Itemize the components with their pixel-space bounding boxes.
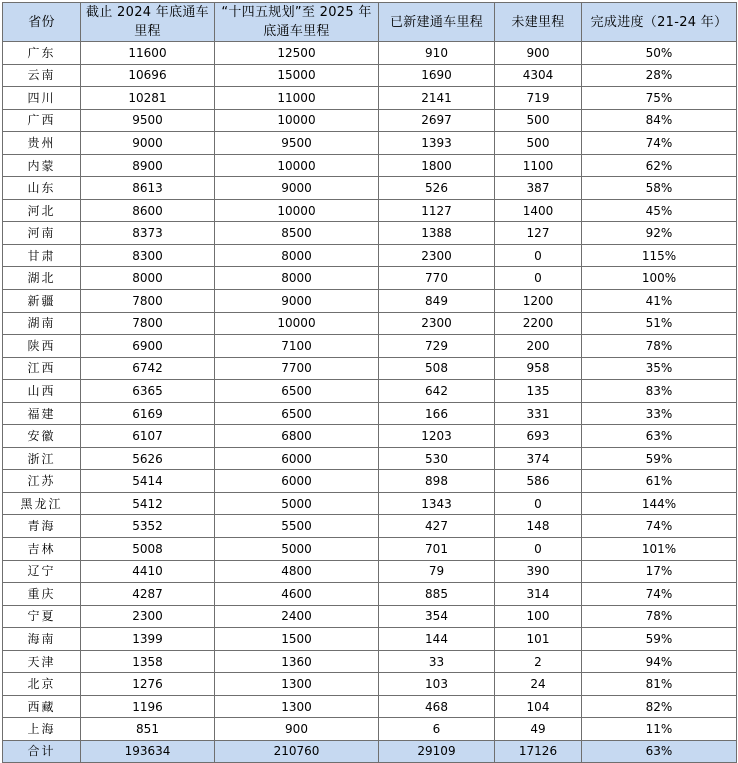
progress-cell: 100%: [582, 267, 737, 290]
mileage-2024-cell: 10281: [81, 87, 215, 110]
progress-cell: 84%: [582, 109, 737, 132]
mileage-2024-cell: 8000: [81, 267, 215, 290]
province-cell: 江苏: [3, 470, 81, 493]
unbuilt-cell: 0: [495, 244, 582, 267]
mileage-2024-cell: 6169: [81, 402, 215, 425]
new-built-cell: 6: [379, 718, 495, 741]
table-footer: [3, 740, 737, 762]
new-built-cell: 2141: [379, 87, 495, 110]
mileage-2024-cell: 1196: [81, 695, 215, 718]
table-row: [3, 492, 737, 515]
plan-2025-cell: 9000: [215, 177, 379, 200]
unbuilt-cell: 200: [495, 335, 582, 358]
progress-cell: 115%: [582, 244, 737, 267]
unbuilt-cell: 4304: [495, 64, 582, 87]
new-built-cell: 1800: [379, 154, 495, 177]
mileage-2024-cell: 8600: [81, 199, 215, 222]
plan-2025-cell: 7100: [215, 335, 379, 358]
new-built-cell: 2300: [379, 244, 495, 267]
province-cell: 辽宁: [3, 560, 81, 583]
total-mileage-2024: 193634: [81, 740, 215, 762]
mileage-2024-cell: 6107: [81, 425, 215, 448]
table-row: [3, 132, 737, 155]
unbuilt-cell: 500: [495, 132, 582, 155]
mileage-2024-cell: 5626: [81, 447, 215, 470]
new-built-cell: 1393: [379, 132, 495, 155]
plan-2025-cell: 6800: [215, 425, 379, 448]
header-row: [3, 3, 737, 42]
province-cell: 天津: [3, 650, 81, 673]
header-unbuilt: 未建里程: [495, 3, 582, 42]
table-row: [3, 42, 737, 65]
table-row: [3, 447, 737, 470]
progress-cell: 94%: [582, 650, 737, 673]
progress-cell: 33%: [582, 402, 737, 425]
progress-cell: 74%: [582, 515, 737, 538]
mileage-2024-cell: 8613: [81, 177, 215, 200]
plan-2025-cell: 6000: [215, 447, 379, 470]
progress-cell: 41%: [582, 290, 737, 313]
mileage-2024-cell: 10696: [81, 64, 215, 87]
table-row: [3, 650, 737, 673]
plan-2025-cell: 2400: [215, 605, 379, 628]
table-row: [3, 154, 737, 177]
progress-cell: 58%: [582, 177, 737, 200]
table-header: [3, 3, 737, 42]
header-mileage-2024: 截止 2024 年底通车里程: [81, 3, 215, 42]
new-built-cell: 729: [379, 335, 495, 358]
table-row: [3, 673, 737, 696]
progress-cell: 61%: [582, 470, 737, 493]
table-row: [3, 109, 737, 132]
progress-cell: 63%: [582, 425, 737, 448]
mileage-2024-cell: 8300: [81, 244, 215, 267]
table-row: [3, 605, 737, 628]
unbuilt-cell: 390: [495, 560, 582, 583]
mileage-2024-cell: 1276: [81, 673, 215, 696]
unbuilt-cell: 49: [495, 718, 582, 741]
unbuilt-cell: 693: [495, 425, 582, 448]
table-row: [3, 515, 737, 538]
header-province: 省份: [3, 3, 81, 42]
new-built-cell: 2697: [379, 109, 495, 132]
mileage-2024-cell: 7800: [81, 312, 215, 335]
plan-2025-cell: 11000: [215, 87, 379, 110]
plan-2025-cell: 10000: [215, 154, 379, 177]
new-built-cell: 33: [379, 650, 495, 673]
mileage-2024-cell: 9000: [81, 132, 215, 155]
progress-cell: 78%: [582, 335, 737, 358]
progress-cell: 83%: [582, 380, 737, 403]
province-cell: 吉林: [3, 538, 81, 561]
mileage-2024-cell: 1399: [81, 628, 215, 651]
new-built-cell: 885: [379, 583, 495, 606]
progress-cell: 17%: [582, 560, 737, 583]
new-built-cell: 508: [379, 357, 495, 380]
new-built-cell: 642: [379, 380, 495, 403]
plan-2025-cell: 1300: [215, 673, 379, 696]
new-built-cell: 1690: [379, 64, 495, 87]
progress-cell: 81%: [582, 673, 737, 696]
new-built-cell: 468: [379, 695, 495, 718]
plan-2025-cell: 4800: [215, 560, 379, 583]
unbuilt-cell: 2200: [495, 312, 582, 335]
table-row: [3, 425, 737, 448]
table-row: [3, 402, 737, 425]
plan-2025-cell: 8500: [215, 222, 379, 245]
plan-2025-cell: 1500: [215, 628, 379, 651]
table-row: [3, 199, 737, 222]
province-cell: 北京: [3, 673, 81, 696]
plan-2025-cell: 5000: [215, 538, 379, 561]
mileage-2024-cell: 4410: [81, 560, 215, 583]
unbuilt-cell: 900: [495, 42, 582, 65]
mileage-2024-cell: 5008: [81, 538, 215, 561]
province-cell: 重庆: [3, 583, 81, 606]
progress-cell: 45%: [582, 199, 737, 222]
plan-2025-cell: 10000: [215, 109, 379, 132]
total-progress: 63%: [582, 740, 737, 762]
progress-cell: 50%: [582, 42, 737, 65]
table-row: [3, 357, 737, 380]
plan-2025-cell: 12500: [215, 42, 379, 65]
new-built-cell: 910: [379, 42, 495, 65]
progress-cell: 78%: [582, 605, 737, 628]
province-cell: 江西: [3, 357, 81, 380]
province-cell: 贵州: [3, 132, 81, 155]
progress-cell: 74%: [582, 583, 737, 606]
progress-cell: 74%: [582, 132, 737, 155]
unbuilt-cell: 100: [495, 605, 582, 628]
table-row: [3, 222, 737, 245]
progress-cell: 11%: [582, 718, 737, 741]
province-cell: 新疆: [3, 290, 81, 313]
mileage-2024-cell: 9500: [81, 109, 215, 132]
table-row: [3, 695, 737, 718]
unbuilt-cell: 0: [495, 492, 582, 515]
plan-2025-cell: 8000: [215, 267, 379, 290]
table-row: [3, 244, 737, 267]
header-progress: 完成进度（21-24 年）: [582, 3, 737, 42]
progress-cell: 59%: [582, 628, 737, 651]
province-cell: 广西: [3, 109, 81, 132]
unbuilt-cell: 24: [495, 673, 582, 696]
progress-cell: 51%: [582, 312, 737, 335]
total-plan-2025: 210760: [215, 740, 379, 762]
table-row: [3, 335, 737, 358]
unbuilt-cell: 1400: [495, 199, 582, 222]
new-built-cell: 427: [379, 515, 495, 538]
province-cell: 内蒙: [3, 154, 81, 177]
new-built-cell: 1343: [379, 492, 495, 515]
progress-cell: 35%: [582, 357, 737, 380]
plan-2025-cell: 7700: [215, 357, 379, 380]
mileage-2024-cell: 1358: [81, 650, 215, 673]
total-new-built: 29109: [379, 740, 495, 762]
table-row: [3, 628, 737, 651]
mileage-2024-cell: 5412: [81, 492, 215, 515]
new-built-cell: 770: [379, 267, 495, 290]
province-cell: 河南: [3, 222, 81, 245]
plan-2025-cell: 8000: [215, 244, 379, 267]
plan-2025-cell: 15000: [215, 64, 379, 87]
unbuilt-cell: 148: [495, 515, 582, 538]
unbuilt-cell: 331: [495, 402, 582, 425]
province-cell: 山西: [3, 380, 81, 403]
unbuilt-cell: 958: [495, 357, 582, 380]
progress-cell: 75%: [582, 87, 737, 110]
plan-2025-cell: 5000: [215, 492, 379, 515]
table-row: [3, 718, 737, 741]
plan-2025-cell: 1360: [215, 650, 379, 673]
progress-cell: 59%: [582, 447, 737, 470]
plan-2025-cell: 6500: [215, 380, 379, 403]
province-cell: 福建: [3, 402, 81, 425]
province-cell: 甘肃: [3, 244, 81, 267]
unbuilt-cell: 314: [495, 583, 582, 606]
new-built-cell: 166: [379, 402, 495, 425]
new-built-cell: 144: [379, 628, 495, 651]
province-cell: 西藏: [3, 695, 81, 718]
table-row: [3, 64, 737, 87]
table-row: [3, 470, 737, 493]
plan-2025-cell: 6000: [215, 470, 379, 493]
new-built-cell: 530: [379, 447, 495, 470]
unbuilt-cell: 586: [495, 470, 582, 493]
new-built-cell: 1388: [379, 222, 495, 245]
plan-2025-cell: 9500: [215, 132, 379, 155]
plan-2025-cell: 9000: [215, 290, 379, 313]
unbuilt-cell: 104: [495, 695, 582, 718]
province-cell: 黑龙江: [3, 492, 81, 515]
province-cell: 山东: [3, 177, 81, 200]
total-label: 合计: [3, 740, 81, 762]
province-cell: 陕西: [3, 335, 81, 358]
province-cell: 湖南: [3, 312, 81, 335]
mileage-2024-cell: 6900: [81, 335, 215, 358]
unbuilt-cell: 2: [495, 650, 582, 673]
province-cell: 广东: [3, 42, 81, 65]
plan-2025-cell: 5500: [215, 515, 379, 538]
total-unbuilt: 17126: [495, 740, 582, 762]
province-cell: 宁夏: [3, 605, 81, 628]
table-row: [3, 312, 737, 335]
table-body: [3, 42, 737, 741]
progress-cell: 101%: [582, 538, 737, 561]
mileage-2024-cell: 6742: [81, 357, 215, 380]
progress-cell: 92%: [582, 222, 737, 245]
table-row: [3, 560, 737, 583]
unbuilt-cell: 0: [495, 267, 582, 290]
table-row: [3, 87, 737, 110]
mileage-2024-cell: 8373: [81, 222, 215, 245]
mileage-2024-cell: 6365: [81, 380, 215, 403]
plan-2025-cell: 1300: [215, 695, 379, 718]
unbuilt-cell: 374: [495, 447, 582, 470]
mileage-2024-cell: 7800: [81, 290, 215, 313]
new-built-cell: 2300: [379, 312, 495, 335]
highway-mileage-table: [2, 2, 737, 763]
new-built-cell: 526: [379, 177, 495, 200]
unbuilt-cell: 1100: [495, 154, 582, 177]
new-built-cell: 1203: [379, 425, 495, 448]
mileage-2024-cell: 851: [81, 718, 215, 741]
province-cell: 浙江: [3, 447, 81, 470]
table-row: [3, 583, 737, 606]
new-built-cell: 849: [379, 290, 495, 313]
new-built-cell: 701: [379, 538, 495, 561]
province-cell: 云南: [3, 64, 81, 87]
progress-cell: 28%: [582, 64, 737, 87]
unbuilt-cell: 101: [495, 628, 582, 651]
header-plan-2025: “十四五规划”至 2025 年底通车里程: [215, 3, 379, 42]
mileage-2024-cell: 11600: [81, 42, 215, 65]
table-row: [3, 380, 737, 403]
plan-2025-cell: 900: [215, 718, 379, 741]
header-new-built: 已新建通车里程: [379, 3, 495, 42]
unbuilt-cell: 127: [495, 222, 582, 245]
mileage-2024-cell: 5352: [81, 515, 215, 538]
unbuilt-cell: 719: [495, 87, 582, 110]
province-cell: 河北: [3, 199, 81, 222]
plan-2025-cell: 10000: [215, 199, 379, 222]
plan-2025-cell: 4600: [215, 583, 379, 606]
mileage-2024-cell: 2300: [81, 605, 215, 628]
progress-cell: 82%: [582, 695, 737, 718]
new-built-cell: 1127: [379, 199, 495, 222]
unbuilt-cell: 1200: [495, 290, 582, 313]
province-cell: 上海: [3, 718, 81, 741]
table-row: [3, 538, 737, 561]
plan-2025-cell: 10000: [215, 312, 379, 335]
progress-cell: 144%: [582, 492, 737, 515]
total-row: [3, 740, 737, 762]
table-container: [2, 2, 736, 763]
progress-cell: 62%: [582, 154, 737, 177]
province-cell: 青海: [3, 515, 81, 538]
mileage-2024-cell: 5414: [81, 470, 215, 493]
table-row: [3, 177, 737, 200]
new-built-cell: 898: [379, 470, 495, 493]
mileage-2024-cell: 8900: [81, 154, 215, 177]
unbuilt-cell: 500: [495, 109, 582, 132]
province-cell: 四川: [3, 87, 81, 110]
unbuilt-cell: 387: [495, 177, 582, 200]
unbuilt-cell: 0: [495, 538, 582, 561]
plan-2025-cell: 6500: [215, 402, 379, 425]
new-built-cell: 354: [379, 605, 495, 628]
unbuilt-cell: 135: [495, 380, 582, 403]
table-row: [3, 290, 737, 313]
new-built-cell: 79: [379, 560, 495, 583]
province-cell: 海南: [3, 628, 81, 651]
province-cell: 安徽: [3, 425, 81, 448]
mileage-2024-cell: 4287: [81, 583, 215, 606]
new-built-cell: 103: [379, 673, 495, 696]
province-cell: 湖北: [3, 267, 81, 290]
table-row: [3, 267, 737, 290]
